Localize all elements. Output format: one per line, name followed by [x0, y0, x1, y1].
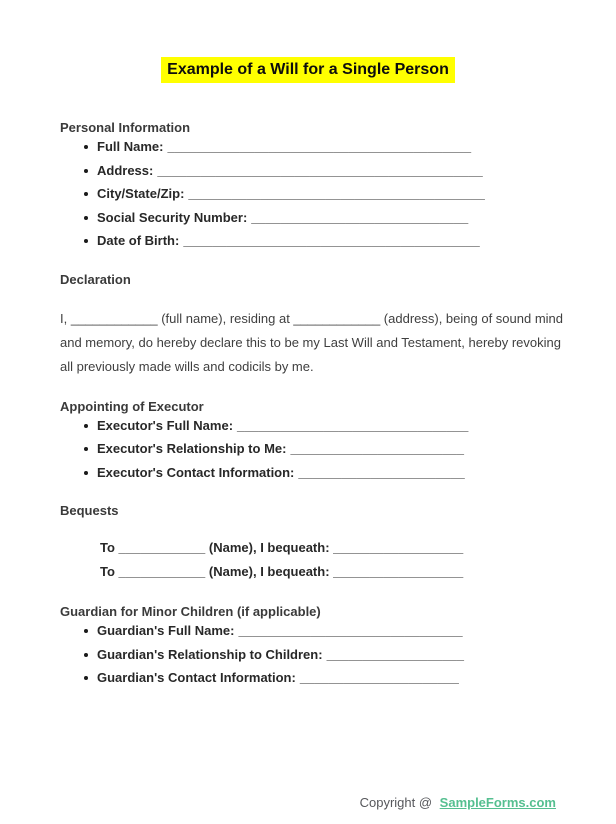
field-label: Full Name:: [97, 139, 164, 154]
section-heading-executor: Appointing of Executor: [60, 398, 204, 414]
section-heading-personal-information: Personal Information: [60, 120, 191, 135]
field-social-security-number: [83, 206, 556, 230]
section-heading-guardian: Guardian for Minor Children (if applicable): [60, 604, 321, 619]
field-city-state-zip: [83, 182, 556, 206]
bequest-line: To ____________ (Name), I bequeath: __________________: [100, 563, 464, 579]
field-label: Date of Birth:: [97, 233, 180, 248]
field-guardian-relationship: [83, 643, 556, 667]
field-label: Executor's Full Name:: [97, 417, 234, 433]
title-row: [60, 57, 556, 83]
field-address: [83, 159, 556, 183]
declaration-paragraph: I, ____________ (full name), residing at ____________ (address), being of sound mind and memory, do hereby declare this to be my Last Will and Testament, hereby revoking all previously made wills and codicils by me.: [60, 310, 564, 374]
bequest-lines: [100, 536, 556, 583]
blank-line: ___________________: [326, 646, 464, 662]
executor-list: [60, 414, 556, 485]
blank-line: _________________________________________: [188, 186, 485, 201]
field-full-name: [83, 135, 556, 159]
personal-information-list: [60, 135, 556, 253]
sampleforms-link[interactable]: SampleForms.com: [439, 795, 556, 810]
field-label: Executor's Contact Information:: [97, 464, 295, 480]
field-label: City/State/Zip:: [97, 186, 185, 201]
guardian-list: [60, 619, 556, 690]
section-heading-bequests: Bequests: [60, 503, 119, 518]
blank-line: _______________________________: [238, 623, 463, 638]
blank-line: __________________________________________: [167, 139, 472, 154]
field-date-of-birth: [83, 229, 556, 253]
blank-line: _______________________: [298, 464, 465, 480]
blank-line: _____________________________________________: [157, 162, 483, 178]
copyright-text: Copyright @: [359, 795, 433, 810]
field-executor-full-name: [83, 414, 556, 438]
field-label: Guardian's Relationship to Children:: [97, 646, 323, 662]
blank-line: ______________________________: [251, 209, 469, 225]
page-title: Example of a Will for a Single Person: [161, 57, 455, 83]
field-label: Social Security Number:: [97, 209, 248, 225]
bequest-line: To ____________ (Name), I bequeath: __________________: [100, 540, 464, 555]
field-label: Guardian's Full Name:: [97, 623, 235, 638]
blank-line: ______________________: [299, 670, 459, 685]
blank-line: _________________________________________: [183, 233, 480, 248]
footer: [360, 795, 556, 811]
field-label: Guardian's Contact Information:: [97, 670, 296, 685]
section-heading-declaration: Declaration: [60, 271, 131, 287]
field-executor-contact: [83, 461, 556, 485]
field-label: Executor's Relationship to Me:: [97, 441, 287, 456]
blank-line: ________________________: [290, 441, 464, 456]
field-guardian-contact: [83, 666, 556, 690]
field-executor-relationship: [83, 437, 556, 461]
field-guardian-full-name: [83, 619, 556, 643]
blank-line: ________________________________: [237, 417, 469, 433]
field-label: Address:: [97, 162, 154, 178]
